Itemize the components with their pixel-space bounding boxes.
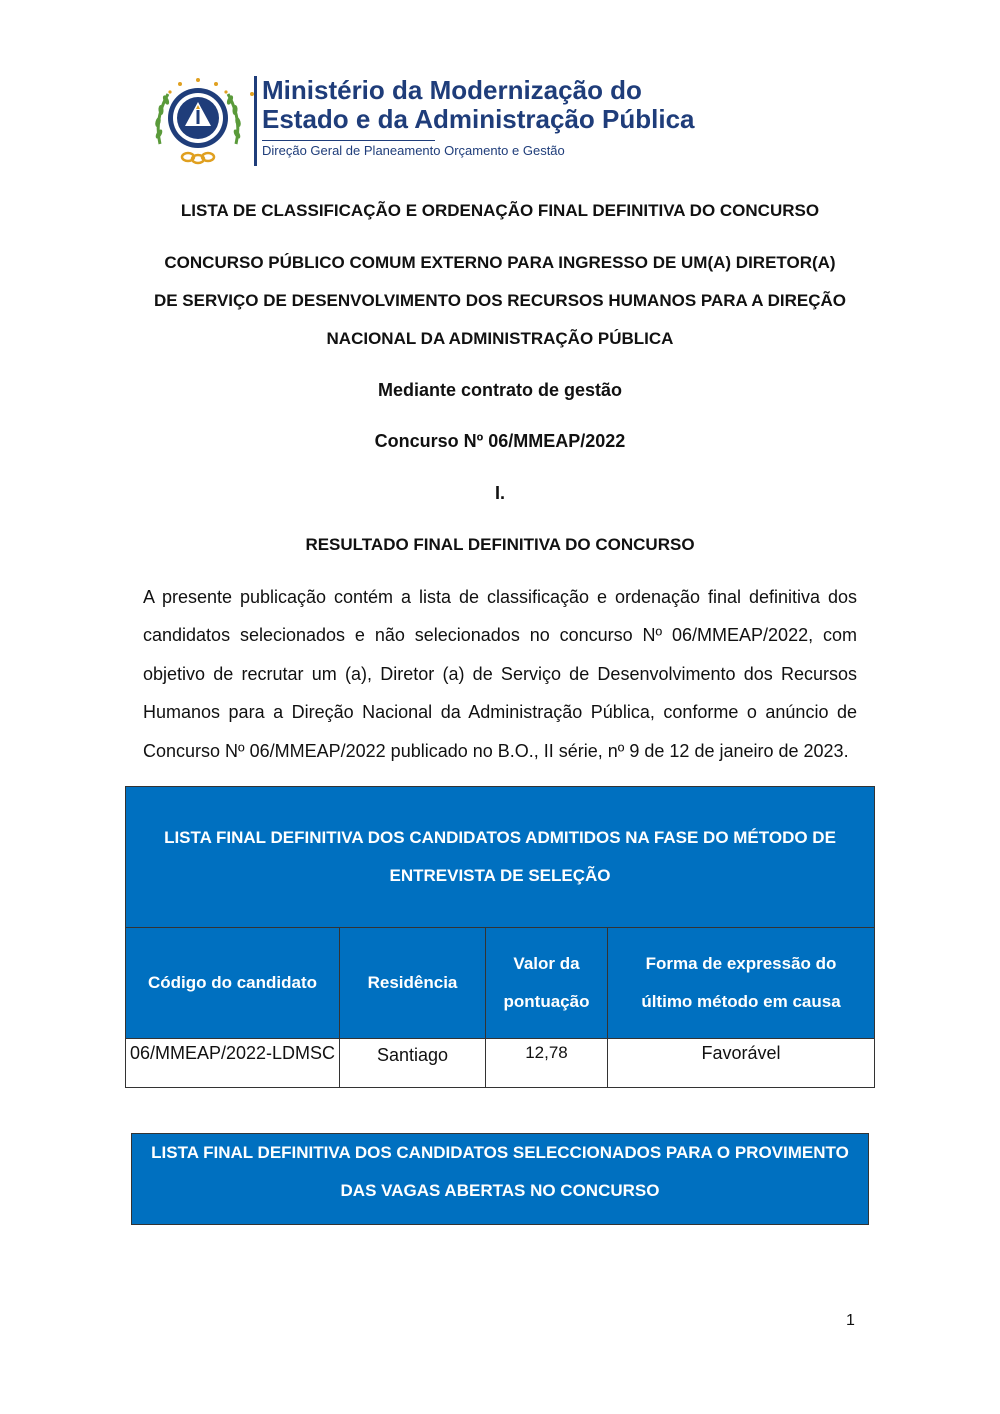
selected-candidates-table [131,1133,869,1225]
column-header-score: Valor da pontuação [486,928,608,1039]
table-row [126,1039,875,1088]
page-number: 1 [846,1312,855,1329]
column-header-candidate-code: Código do candidato [126,928,340,1039]
ministry-name [262,76,742,134]
contest-title-line3: NACIONAL DA ADMINISTRAÇÃO PÚBLICA [326,329,674,348]
intro-paragraph: A presente publicação contém a lista de classificação e ordenação final definitiva dos candidatos selecionados e não selecionados no concurso Nº 06/MMEAP/2022, com objetivo de recrutar um (a), Diretor (a) de Serviço de Desenvolvimento dos Recursos Humanos para a Direção Nacional da Administração Pública, conforme o anúncio de Concurso Nº 06/MMEAP/2022 publicado no B.O., II série, nº 9 de 12 de janeiro de 2023. [143,587,857,761]
section-title: RESULTADO FINAL DEFINITIVA DO CONCURSO [305,535,695,554]
ministry-logo [150,70,750,170]
table-title: LISTA FINAL DEFINITIVA DOS CANDIDATOS ADMITIDOS NA FASE DO MÉTODO DE ENTREVISTA DE SELEÇÃO [126,787,875,928]
ministry-name-line2: Estado e da Administração Pública [262,104,695,134]
cell-expression: Favorável [608,1039,875,1088]
contest-title-line1: CONCURSO PÚBLICO COMUM EXTERNO PARA INGRESSO DE UM(A) DIRETOR(A) [164,253,836,272]
section-number: I. [494,483,505,503]
ministry-name-line1: Ministério da Modernização do [262,75,642,105]
document-heading: LISTA DE CLASSIFICAÇÃO E ORDENAÇÃO FINAL DEFINITIVA DO CONCURSO [180,201,820,220]
contest-title-line2: DE SERVIÇO DE DESENVOLVIMENTO DOS RECURSOS HUMANOS PARA A DIREÇÃO [153,291,847,310]
table-title: LISTA FINAL DEFINITIVA DOS CANDIDATOS SELECCIONADOS PARA O PROVIMENTO DAS VAGAS ABERTAS NO CONCURSO [132,1134,869,1225]
cell-candidate-code: 06/MMEAP/2022-LDMSC [126,1039,340,1088]
column-header-residence: Residência [340,928,486,1039]
department-name: Direção Geral de Planeamento Orçamento e Gestão [262,143,565,158]
brand-divider [254,76,257,166]
column-header-expression: Forma de expressão do último método em causa [608,928,875,1039]
contract-subtitle: Mediante contrato de gestão [377,380,623,400]
cabo-verde-seal-icon [150,74,246,166]
contest-number: Concurso Nº 06/MMEAP/2022 [374,431,626,451]
cell-score: 12,78 [486,1039,608,1088]
brand-underline [262,140,435,141]
admitted-candidates-table [125,786,875,1088]
cell-residence: Santiago [340,1039,486,1088]
